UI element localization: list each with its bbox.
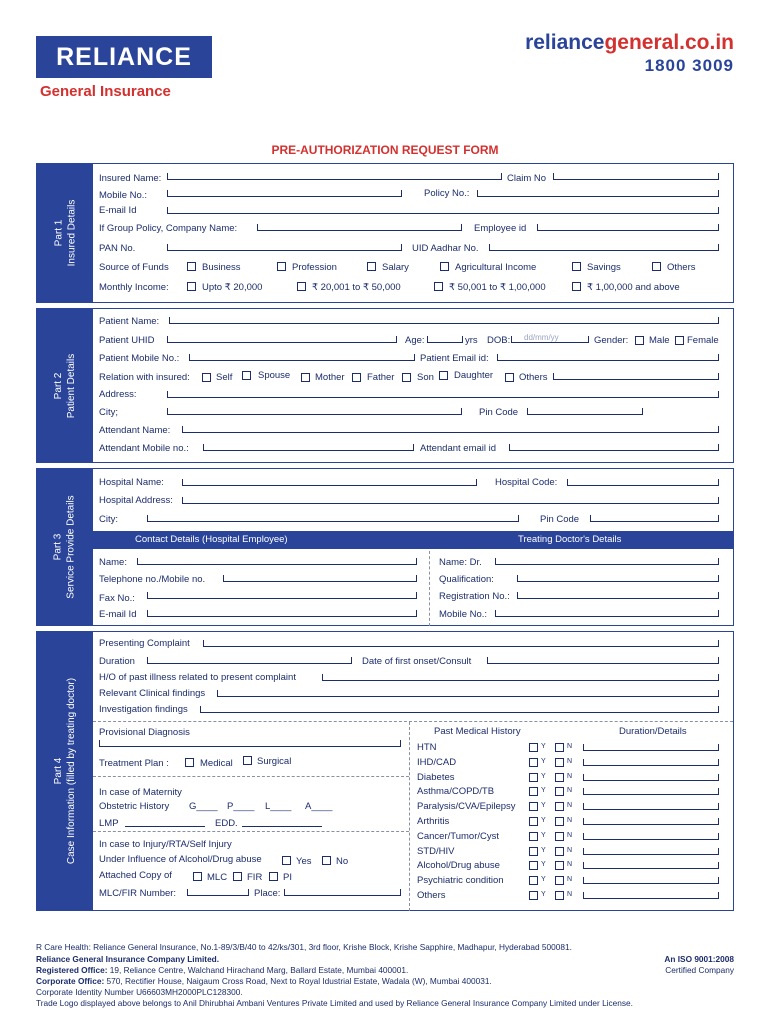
history-alcohol-drug-abuse-details-field[interactable]: [583, 862, 719, 869]
history-no-label: N: [567, 757, 573, 765]
female-label: Female: [687, 335, 719, 346]
history-yes-label: Y: [541, 772, 546, 780]
logo-subtitle: General Insurance: [40, 83, 171, 100]
male-label: Male: [649, 335, 670, 346]
son-label: Son: [417, 372, 434, 383]
history-others-yes-checkbox[interactable]: [529, 891, 538, 900]
history-no-label: N: [567, 817, 573, 824]
dob-placeholder: dd/mm/yy: [524, 333, 559, 342]
patient-email-field[interactable]: [497, 354, 719, 361]
injury-label: In case to Injury/RTA/Self Injury: [99, 839, 232, 850]
mlc-label: MLC: [207, 872, 228, 883]
qualification-label: Qualification:: [439, 574, 494, 585]
history-cancer-tumor-cyst-yes-checkbox[interactable]: [529, 832, 538, 841]
clinical-findings-label: Relevant Clinical findings: [99, 688, 206, 699]
influence-yes-checkbox[interactable]: [282, 856, 291, 865]
duration-field[interactable]: [147, 657, 352, 664]
mother-checkbox[interactable]: [301, 373, 310, 382]
part-2-patient-details: [36, 308, 734, 463]
patient-name-label: Patient Name:: [99, 316, 160, 327]
attendant-mobile-label: Attendant Mobile no.:: [99, 443, 189, 454]
city-field[interactable]: [167, 408, 462, 415]
investigation-label: Investigation findings: [99, 704, 188, 715]
father-label: Father: [367, 372, 395, 383]
history-arthritis-no-checkbox[interactable]: [555, 817, 564, 826]
duration-details-heading: Duration/Details: [619, 726, 687, 737]
history-arthritis-yes-checkbox[interactable]: [529, 817, 538, 826]
history-std-hiv-yes-checkbox[interactable]: [529, 847, 538, 856]
registration-label: Registration No.:: [439, 591, 510, 602]
part-2-tab-label: Part 2 Patient Details: [53, 353, 78, 418]
onset-field[interactable]: [487, 657, 719, 664]
history-paralysis-cva-epilepsy-no-checkbox[interactable]: [555, 802, 564, 811]
contact-name-field[interactable]: [137, 558, 417, 565]
history-alcohol-drug-abuse-no-checkbox[interactable]: [555, 861, 564, 870]
reliance-logo: [36, 36, 212, 78]
savings-label: Savings: [587, 262, 621, 273]
past-illness-label: H/O of past illness related to present complaint: [99, 672, 296, 683]
footer-line-2: [36, 954, 219, 964]
history-no-label: N: [567, 743, 573, 750]
fir-checkbox[interactable]: [233, 872, 242, 881]
yrs-label: yrs: [465, 335, 478, 346]
website-link[interactable]: [525, 31, 734, 55]
income-20001-50000-checkbox[interactable]: [297, 282, 306, 291]
attendant-email-field[interactable]: [509, 444, 719, 451]
telephone-field[interactable]: [223, 575, 417, 582]
contact-details-band: [93, 531, 733, 549]
savings-checkbox[interactable]: [572, 262, 581, 271]
history-no-label: N: [567, 831, 573, 839]
history-ihd-cad-label: IHD/CAD: [417, 756, 457, 768]
iso-badge: [664, 954, 734, 964]
hospital-name-label: Hospital Name:: [99, 477, 164, 488]
part-4-divider: [409, 722, 410, 911]
history-diabetes-yes-checkbox[interactable]: [529, 773, 538, 782]
history-arthritis-details-field[interactable]: [583, 818, 719, 825]
footer-line-5: Corporate Identity Number U66603MH2000PLC128300.: [36, 987, 243, 997]
address-field[interactable]: [167, 391, 719, 398]
part-4-tab-label: Part 4 Case Information (filled by treating doctor): [53, 677, 78, 865]
iso-text: An ISO 9001:2008: [664, 954, 734, 964]
agricultural-label: Agricultural Income: [455, 262, 537, 273]
email-field[interactable]: [167, 207, 719, 214]
history-alcohol-drug-abuse-yes-checkbox[interactable]: [529, 861, 538, 870]
duration-label: Duration: [99, 656, 135, 667]
onset-label: Date of first onset/Consult: [362, 656, 472, 667]
self-checkbox[interactable]: [202, 373, 211, 382]
presenting-complaint-label: Presenting Complaint: [99, 638, 190, 649]
footer-line-1: R Care Health: Reliance General Insurance, No.1-89/3/B/40 to 42/ks/301, 3rd floor, Krishe Block, Krishe Sapphire, Madhapur, Hyderabad 500081.: [36, 942, 572, 952]
hospital-city-field[interactable]: [147, 515, 519, 522]
age-label: Age:: [405, 335, 425, 346]
certified-text: Certified Company: [665, 965, 734, 975]
doctor-name-label: Name: Dr.: [439, 557, 482, 568]
uid-field[interactable]: [489, 244, 719, 251]
g-field[interactable]: G____: [189, 801, 218, 812]
others-label: Others: [667, 262, 696, 273]
surgical-label: Surgical: [257, 756, 292, 767]
daughter-label: Daughter: [454, 370, 494, 381]
surgical-checkbox[interactable]: [243, 756, 252, 765]
agricultural-checkbox[interactable]: [440, 262, 449, 271]
place-field[interactable]: [284, 889, 401, 896]
income-50001-100000-checkbox[interactable]: [434, 282, 443, 291]
a-field[interactable]: A____: [305, 801, 333, 812]
female-checkbox[interactable]: [675, 336, 684, 345]
mlc-checkbox[interactable]: [193, 872, 202, 881]
part-4-tab: [37, 632, 93, 910]
history-cancer-tumor-cyst-details-field[interactable]: [583, 833, 719, 840]
gender-label: Gender:: [594, 335, 629, 346]
mlc-number-field[interactable]: [187, 889, 249, 896]
income-2-label: ₹ 20,001 to ₹ 50,000: [312, 282, 401, 293]
obstetric-label: Obstetric History: [99, 801, 170, 812]
contact-name-label: Name:: [99, 557, 127, 568]
fax-field[interactable]: [147, 592, 417, 599]
pi-label: PI: [283, 872, 292, 883]
group-company-field[interactable]: [257, 224, 462, 231]
history-paralysis-cva-epilepsy-label: Paralysis/CVA/Epilepsy: [417, 801, 516, 813]
income-4-label: ₹ 1,00,000 and above: [587, 282, 680, 293]
p-field[interactable]: P____: [227, 801, 255, 812]
business-label: Business: [202, 262, 241, 273]
doctor-mobile-label: Mobile No.:: [439, 609, 488, 620]
influence-no-checkbox[interactable]: [322, 856, 331, 865]
history-asthma-copd-tb-label: Asthma/COPD/TB: [417, 786, 495, 798]
patient-name-field[interactable]: [169, 317, 719, 324]
part-4-separator: [93, 721, 733, 722]
part-1-insured-details: [36, 163, 734, 303]
lmp-field[interactable]: [125, 820, 205, 827]
contact-details-heading: Contact Details (Hospital Employee): [135, 534, 288, 545]
history-psychiatric-condition-details-field[interactable]: [583, 877, 719, 884]
source-of-funds-label: Source of Funds: [99, 262, 169, 273]
doctor-name-field[interactable]: [495, 558, 719, 565]
income-above-100000-checkbox[interactable]: [572, 282, 581, 291]
history-yes-label: Y: [541, 891, 546, 898]
treatment-separator: [93, 776, 409, 777]
hospital-code-field[interactable]: [567, 479, 719, 486]
father-checkbox[interactable]: [352, 373, 361, 382]
group-company-label: If Group Policy, Company Name:: [99, 223, 238, 234]
business-checkbox[interactable]: [187, 262, 196, 271]
insured-name-label: Insured Name:: [99, 173, 162, 184]
part-3-tab-label: Part 3 Service Provide Details: [53, 495, 77, 599]
past-medical-history-heading: Past Medical History: [434, 726, 521, 737]
income-upto-20000-checkbox[interactable]: [187, 282, 196, 291]
part-1-tab: [37, 164, 93, 302]
qualification-field[interactable]: [517, 575, 719, 582]
influence-yes-label: Yes: [296, 856, 312, 867]
l-field[interactable]: L____: [265, 801, 292, 812]
presenting-complaint-field[interactable]: [203, 640, 719, 647]
attendant-name-label: Attendant Name:: [99, 425, 171, 436]
history-yes-label: Y: [541, 757, 546, 765]
fax-label: Fax No.:: [99, 593, 135, 604]
history-htn-yes-checkbox[interactable]: [529, 743, 538, 752]
history-std-hiv-no-checkbox[interactable]: [555, 847, 564, 856]
influence-no-label: No: [336, 856, 349, 867]
son-checkbox[interactable]: [402, 373, 411, 382]
spouse-label: Spouse: [258, 370, 291, 381]
history-others-details-field[interactable]: [583, 892, 719, 899]
hospital-address-field[interactable]: [182, 497, 719, 504]
dob-label: DOB:: [487, 335, 511, 346]
edd-label: EDD.: [215, 818, 238, 829]
address-label: Address:: [99, 389, 137, 400]
pan-field[interactable]: [167, 244, 402, 251]
footer-corp-label: Corporate Office:: [36, 976, 105, 986]
maternity-separator: [93, 831, 409, 832]
hospital-city-label: City:: [99, 514, 118, 525]
footer-corp-address: 570, Rectifier House, Naigaum Cross Road, Next to Royal Idustrial Estate, Wadala (W), Mumbai 400031.: [104, 976, 492, 986]
others-checkbox[interactable]: [652, 262, 661, 271]
history-cancer-tumor-cyst-no-checkbox[interactable]: [555, 832, 564, 841]
part-3-divider: [429, 551, 430, 626]
uhid-label: Patient UHID: [99, 335, 155, 346]
mother-label: Mother: [315, 372, 345, 383]
hospital-address-label: Hospital Address:: [99, 495, 173, 506]
history-no-label: N: [567, 846, 573, 854]
self-label: Self: [216, 372, 233, 383]
history-arthritis-label: Arthritis: [417, 816, 450, 827]
history-no-label: N: [567, 787, 573, 795]
uid-label: UID Aadhar No.: [412, 243, 479, 254]
history-asthma-copd-tb-yes-checkbox[interactable]: [529, 787, 538, 796]
male-checkbox[interactable]: [635, 336, 644, 345]
history-paralysis-cva-epilepsy-yes-checkbox[interactable]: [529, 802, 538, 811]
doctor-details-heading: Treating Doctor's Details: [518, 534, 622, 545]
part-4-case-information: [36, 631, 734, 911]
spouse-checkbox[interactable]: [242, 371, 251, 380]
contact-email-label: E-mail Id: [99, 609, 137, 620]
history-no-label: N: [567, 861, 573, 869]
history-alcohol-drug-abuse-label: Alcohol/Drug abuse: [417, 860, 500, 872]
mlc-number-label: MLC/FIR Number:: [99, 888, 177, 899]
footer-line-6: Trade Logo displayed above belongs to Anil Dhirubhai Ambani Ventures Private Limited and used by Reliance General Insurance Company Limited under License.: [36, 998, 633, 1008]
form-title: PRE-AUTHORIZATION REQUEST FORM: [271, 143, 499, 157]
edd-field[interactable]: [242, 820, 322, 827]
history-asthma-copd-tb-no-checkbox[interactable]: [555, 787, 564, 796]
hospital-pin-field[interactable]: [590, 515, 719, 522]
logo-text: RELIANCE: [56, 42, 192, 71]
footer-company: Reliance General Insurance Company Limited.: [36, 954, 220, 964]
doctor-mobile-field[interactable]: [495, 610, 719, 617]
telephone-label: Telephone no./Mobile no.: [99, 574, 206, 585]
site-part-b: general.co.in: [604, 31, 734, 54]
registration-field[interactable]: [517, 592, 719, 599]
history-diabetes-label: Diabetes: [417, 771, 455, 783]
history-htn-label: HTN: [417, 742, 437, 753]
history-ihd-cad-details-field[interactable]: [583, 759, 719, 766]
monthly-income-label: Monthly Income:: [99, 282, 169, 293]
hospital-name-field[interactable]: [182, 479, 477, 486]
pi-checkbox[interactable]: [269, 872, 278, 881]
attached-copy-label: Attached Copy of: [99, 870, 172, 881]
email-label: E-mail Id: [99, 205, 137, 216]
history-yes-label: Y: [541, 743, 546, 750]
history-others-label: Others: [417, 890, 446, 901]
history-yes-label: Y: [541, 802, 546, 810]
salary-checkbox[interactable]: [367, 262, 376, 271]
part-3-tab: [37, 469, 93, 625]
relation-label: Relation with insured:: [99, 372, 190, 383]
uhid-field[interactable]: [167, 336, 397, 343]
history-no-label: N: [567, 891, 573, 898]
income-1-label: Upto ₹ 20,000: [202, 282, 263, 293]
provisional-diagnosis-field[interactable]: [99, 740, 401, 747]
attendant-name-field[interactable]: [182, 426, 719, 433]
pin-code-field[interactable]: [527, 408, 643, 415]
daughter-checkbox[interactable]: [439, 371, 448, 380]
part-1-tab-label: Part 1 Insured Details: [53, 199, 78, 267]
footer-reg-address: 19, Reliance Centre, Walchand Hirachand Marg, Ballard Estate, Mumbai 400001.: [107, 965, 409, 975]
alcohol-influence-label: Under Influence of Alcohol/Drug abuse: [99, 854, 262, 865]
history-ihd-cad-yes-checkbox[interactable]: [529, 758, 538, 767]
past-illness-field[interactable]: [322, 674, 719, 681]
history-psychiatric-condition-label: Psychiatric condition: [417, 875, 504, 887]
insured-name-field[interactable]: [167, 173, 502, 180]
employee-id-label: Employee id: [474, 223, 527, 234]
history-yes-label: Y: [541, 861, 546, 869]
medical-checkbox[interactable]: [185, 758, 194, 767]
place-label: Place:: [254, 888, 281, 899]
history-others-no-checkbox[interactable]: [555, 891, 564, 900]
mobile-label: Mobile No.:: [99, 190, 148, 201]
attendant-mobile-field[interactable]: [203, 444, 414, 451]
provisional-diagnosis-label: Provisional Diagnosis: [99, 727, 190, 738]
history-cancer-tumor-cyst-label: Cancer/Tumor/Cyst: [417, 830, 499, 842]
history-std-hiv-label: STD/HIV: [417, 845, 455, 857]
policy-no-field[interactable]: [477, 190, 719, 197]
salary-label: Salary: [382, 262, 409, 273]
age-field[interactable]: [427, 336, 463, 343]
history-htn-details-field[interactable]: [583, 744, 719, 751]
mobile-field[interactable]: [167, 190, 402, 197]
contact-email-field[interactable]: [147, 610, 417, 617]
history-yes-label: Y: [541, 817, 546, 824]
patient-mobile-label: Patient Mobile No.:: [99, 353, 180, 364]
income-3-label: ₹ 50,001 to ₹ 1,00,000: [449, 282, 546, 293]
policy-no-label: Policy No.:: [424, 188, 470, 199]
site-part-a: reliance: [525, 31, 605, 54]
claim-no-label: Claim No: [507, 173, 547, 184]
history-no-label: N: [567, 876, 573, 884]
maternity-label: In case of Maternity: [99, 787, 182, 798]
claim-no-field[interactable]: [553, 173, 719, 180]
history-no-label: N: [567, 802, 573, 810]
pin-code-label: Pin Code: [479, 407, 519, 418]
employee-id-field[interactable]: [537, 224, 719, 231]
city-label: City;: [99, 407, 118, 418]
attendant-email-label: Attendant email id: [420, 443, 497, 454]
phone-number: 1800 3009: [644, 56, 734, 75]
relation-others-checkbox[interactable]: [505, 373, 514, 382]
clinical-findings-field[interactable]: [217, 690, 719, 697]
history-no-label: N: [567, 772, 573, 780]
dob-field[interactable]: [511, 333, 589, 343]
history-ihd-cad-no-checkbox[interactable]: [555, 758, 564, 767]
history-htn-no-checkbox[interactable]: [555, 743, 564, 752]
history-paralysis-cva-epilepsy-details-field[interactable]: [583, 803, 719, 810]
treatment-plan-label: Treatment Plan :: [99, 758, 169, 769]
fir-label: FIR: [247, 872, 263, 883]
patient-mobile-field[interactable]: [189, 354, 415, 361]
history-psychiatric-condition-no-checkbox[interactable]: [555, 876, 564, 885]
hospital-code-label: Hospital Code:: [495, 477, 558, 488]
history-diabetes-details-field[interactable]: [583, 774, 719, 781]
lmp-label: LMP: [99, 818, 119, 829]
history-yes-label: Y: [541, 831, 546, 839]
part-2-tab: [37, 309, 93, 462]
history-psychiatric-condition-yes-checkbox[interactable]: [529, 876, 538, 885]
relation-others-field[interactable]: [553, 373, 719, 380]
history-yes-label: Y: [541, 876, 546, 884]
profession-checkbox[interactable]: [277, 262, 286, 271]
hospital-pin-label: Pin Code: [540, 514, 580, 525]
footer-line-3: [36, 965, 408, 975]
part-3-service-provider-details: [36, 468, 734, 626]
history-asthma-copd-tb-details-field[interactable]: [583, 788, 719, 795]
history-yes-label: Y: [541, 787, 546, 795]
history-diabetes-no-checkbox[interactable]: [555, 773, 564, 782]
relation-others-label: Others: [519, 372, 548, 383]
history-std-hiv-details-field[interactable]: [583, 848, 719, 855]
pan-label: PAN No.: [99, 243, 136, 254]
investigation-field[interactable]: [200, 706, 719, 713]
patient-email-label: Patient Email id:: [420, 353, 489, 364]
medical-label: Medical: [200, 758, 233, 769]
profession-label: Profession: [292, 262, 337, 273]
footer-line-4: [36, 976, 492, 986]
history-yes-label: Y: [541, 846, 546, 854]
footer-reg-label: Registered Office:: [36, 965, 108, 975]
